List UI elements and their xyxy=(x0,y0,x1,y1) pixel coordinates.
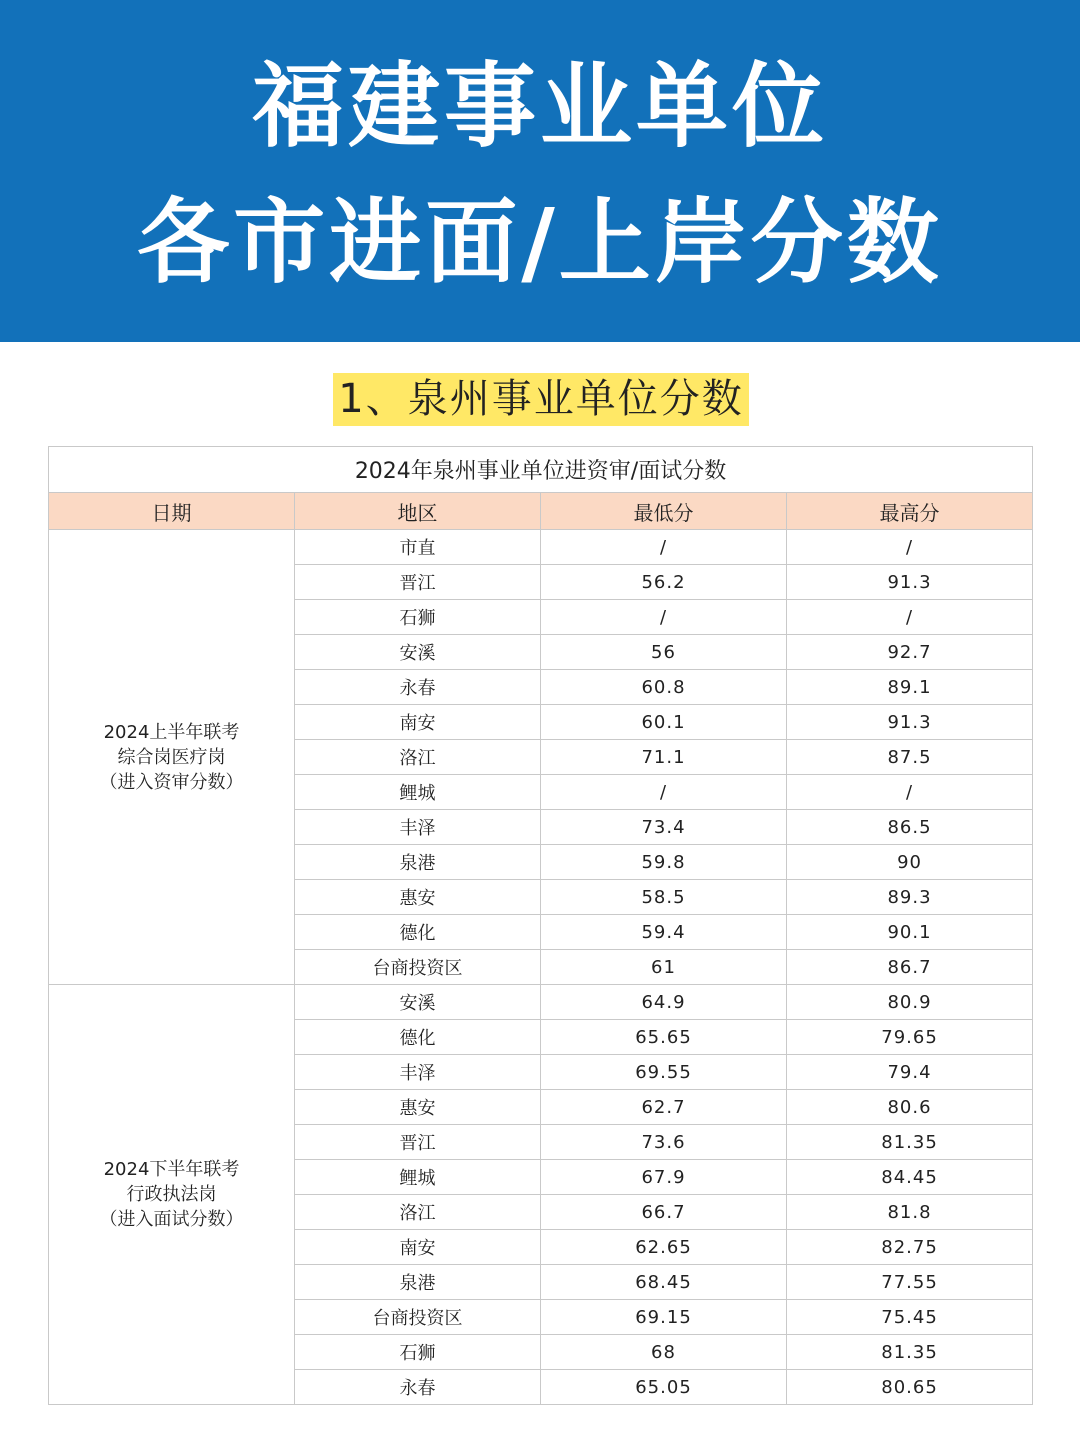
min-score-cell: 69.55 xyxy=(541,1055,787,1090)
header-min-score: 最低分 xyxy=(541,493,787,530)
banner-title-line-1: 福建事业单位 xyxy=(251,53,828,160)
region-cell: 台商投资区 xyxy=(295,950,541,985)
region-cell: 石狮 xyxy=(295,600,541,635)
max-score-cell: 90 xyxy=(787,845,1033,880)
min-score-cell: 56 xyxy=(541,635,787,670)
min-score-cell: 64.9 xyxy=(541,985,787,1020)
header-max-score: 最高分 xyxy=(787,493,1033,530)
region-cell: 永春 xyxy=(295,1370,541,1405)
header-date: 日期 xyxy=(49,493,295,530)
region-cell: 德化 xyxy=(295,915,541,950)
max-score-cell: 81.35 xyxy=(787,1335,1033,1370)
max-score-cell: 91.3 xyxy=(787,705,1033,740)
region-cell: 台商投资区 xyxy=(295,1300,541,1335)
min-score-cell: / xyxy=(541,530,787,565)
max-score-cell: 87.5 xyxy=(787,740,1033,775)
min-score-cell: 73.4 xyxy=(541,810,787,845)
max-score-cell: 79.4 xyxy=(787,1055,1033,1090)
min-score-cell: / xyxy=(541,775,787,810)
max-score-cell: 82.75 xyxy=(787,1230,1033,1265)
table-caption: 2024年泉州事业单位进资审/面试分数 xyxy=(49,447,1033,493)
region-cell: 鲤城 xyxy=(295,775,541,810)
region-cell: 洛江 xyxy=(295,1195,541,1230)
max-score-cell: 80.9 xyxy=(787,985,1033,1020)
header-region: 地区 xyxy=(295,493,541,530)
max-score-cell: 86.7 xyxy=(787,950,1033,985)
score-table-container xyxy=(48,446,1032,1405)
max-score-cell: 90.1 xyxy=(787,915,1033,950)
region-cell: 德化 xyxy=(295,1020,541,1055)
section-heading: 1、泉州事业单位分数 xyxy=(333,373,749,426)
max-score-cell: 75.45 xyxy=(787,1300,1033,1335)
region-cell: 丰泽 xyxy=(295,1055,541,1090)
region-cell: 市直 xyxy=(295,530,541,565)
min-score-cell: 73.6 xyxy=(541,1125,787,1160)
min-score-cell: 60.1 xyxy=(541,705,787,740)
min-score-cell: 68 xyxy=(541,1335,787,1370)
min-score-cell: 69.15 xyxy=(541,1300,787,1335)
max-score-cell: 86.5 xyxy=(787,810,1033,845)
max-score-cell: / xyxy=(787,600,1033,635)
table-row xyxy=(49,530,1033,565)
min-score-cell: 58.5 xyxy=(541,880,787,915)
min-score-cell: 66.7 xyxy=(541,1195,787,1230)
max-score-cell: 79.65 xyxy=(787,1020,1033,1055)
region-cell: 晋江 xyxy=(295,1125,541,1160)
min-score-cell: 62.65 xyxy=(541,1230,787,1265)
max-score-cell: 92.7 xyxy=(787,635,1033,670)
region-cell: 永春 xyxy=(295,670,541,705)
region-cell: 丰泽 xyxy=(295,810,541,845)
min-score-cell: 62.7 xyxy=(541,1090,787,1125)
min-score-cell: / xyxy=(541,600,787,635)
region-cell: 鲤城 xyxy=(295,1160,541,1195)
min-score-cell: 71.1 xyxy=(541,740,787,775)
table-header-row xyxy=(49,493,1033,530)
max-score-cell: 80.6 xyxy=(787,1090,1033,1125)
max-score-cell: 81.35 xyxy=(787,1125,1033,1160)
region-cell: 安溪 xyxy=(295,635,541,670)
min-score-cell: 56.2 xyxy=(541,565,787,600)
region-cell: 南安 xyxy=(295,1230,541,1265)
max-score-cell: 81.8 xyxy=(787,1195,1033,1230)
max-score-cell: / xyxy=(787,775,1033,810)
banner-title-line-2: 各市进面/上岸分数 xyxy=(137,189,943,296)
min-score-cell: 59.4 xyxy=(541,915,787,950)
region-cell: 惠安 xyxy=(295,880,541,915)
region-cell: 石狮 xyxy=(295,1335,541,1370)
region-cell: 泉港 xyxy=(295,1265,541,1300)
region-cell: 惠安 xyxy=(295,1090,541,1125)
title-banner xyxy=(0,0,1080,342)
min-score-cell: 65.65 xyxy=(541,1020,787,1055)
max-score-cell: 91.3 xyxy=(787,565,1033,600)
max-score-cell: 80.65 xyxy=(787,1370,1033,1405)
group-label-cell: 2024下半年联考 行政执法岗 （进入面试分数） xyxy=(49,985,295,1405)
table-caption-row xyxy=(49,447,1033,493)
region-cell: 安溪 xyxy=(295,985,541,1020)
table-row xyxy=(49,985,1033,1020)
max-score-cell: 89.1 xyxy=(787,670,1033,705)
region-cell: 南安 xyxy=(295,705,541,740)
min-score-cell: 67.9 xyxy=(541,1160,787,1195)
group-label-cell: 2024上半年联考 综合岗医疗岗 （进入资审分数） xyxy=(49,530,295,985)
max-score-cell: 77.55 xyxy=(787,1265,1033,1300)
min-score-cell: 60.8 xyxy=(541,670,787,705)
region-cell: 洛江 xyxy=(295,740,541,775)
min-score-cell: 59.8 xyxy=(541,845,787,880)
min-score-cell: 61 xyxy=(541,950,787,985)
region-cell: 泉港 xyxy=(295,845,541,880)
min-score-cell: 68.45 xyxy=(541,1265,787,1300)
score-table xyxy=(48,446,1033,1405)
max-score-cell: 84.45 xyxy=(787,1160,1033,1195)
min-score-cell: 65.05 xyxy=(541,1370,787,1405)
region-cell: 晋江 xyxy=(295,565,541,600)
max-score-cell: / xyxy=(787,530,1033,565)
max-score-cell: 89.3 xyxy=(787,880,1033,915)
